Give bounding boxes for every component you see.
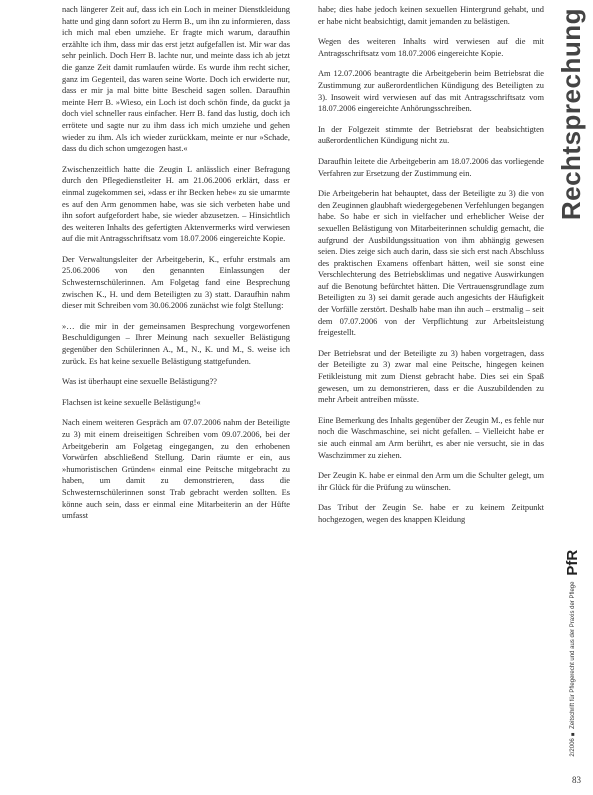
journal-logo: PfR <box>564 550 581 577</box>
paragraph: Eine Bemerkung des Inhalts gegenüber der Zeugin M., es fehle nur noch die Waschmaschine, sei nicht gefallen. – Vielleicht habe er sie auch einmal am Arm berührt, es aber nie versucht, sie in das Waschzimmer zu ziehen. <box>318 415 544 460</box>
quote-paragraph: Flachsen ist keine sexuelle Belästigung!« <box>62 397 201 407</box>
journal-info: 2/2006 ■ Zeitschrift für Pflegerecht und aus der Praxis der Pflege <box>570 581 576 757</box>
paragraph: Das Tribut der Zeugin Se. habe er zu keinem Zeitpunkt hochgezogen, wegen des knappen Kleidung <box>318 503 544 524</box>
right-text-column <box>318 4 544 535</box>
paragraph: habe; dies habe jedoch keinen sexuellen Hintergrund gehabt, und er habe nicht beabsichtigt, damit jemanden zu belästigen. <box>318 5 544 26</box>
paragraph: Nach einem weiteren Gespräch am 07.07.2006 nahm der Beteiligte zu 3) mit einem dreiseitigen Schreiben vom 09.07.2006, bei der Arbeitgeberin am Folgetag eingegangen, zu den erhobenen Vorwürfen abschließend Stellung. Darin räumte er ein, aus »humoristischen Gründen« einmal eine Peitsche mitgebracht zu haben, um damit zu demonstrieren, dass die Schwesternschülerinnen sonst Trab gebracht werden sollten. Es könne auch sein, dass er einmal eine Mitarbeiterin an der Hüfte umfasst <box>62 418 290 521</box>
paragraph: Am 12.07.2006 beantragte die Arbeitgeberin beim Betriebsrat die Zustimmung zur außerordentlichen Kündigung des Beteiligten zu 3). Insoweit wird verwiesen auf das mit Antragsschriftsatz vom 18.07.2006 eingereichte Anhörungsschreiben. <box>318 69 544 114</box>
section-title-vertical: Rechtsprechung <box>556 8 586 221</box>
paragraph: Der Betriebsrat und der Beteiligte zu 3) haben vorgetragen, dass der Beteiligte zu 3) zwar mal eine Peitsche, hingegen keinen Fetikleistung mit zum Dienst gebracht habe. Dies sei ein Spaß gewesen, um zu demonstrieren, dass er die Auszubildenden zu mehr Arbeit antreiben müsste. <box>318 348 544 405</box>
page-number: 83 <box>572 775 581 785</box>
quote-paragraph: »… die mir in der gemeinsamen Besprechung vorgeworfenen Beschuldigungen – Ihrer Meinung nach sexueller Belästigung gegenüber den Schülerinnen A., M., N., K. und M., S. weise ich zurück. Es hat keine sexuelle Belästigung stattgefunden. <box>62 321 290 366</box>
paragraph: Die Arbeitgeberin hat behauptet, dass der Beteiligte zu 3) die von den Zeuginnen glaubhaft wiedergegebenen Verfehlungen begangen habe. So habe er sich in vielfacher und erheblicher Weise der sexuellen Belästigung von Mitarbeiterinnen schuldig gemacht, die aufgrund der Ausbildungssituation von ihm abhängig gewesen seien. Dies zeige sich auch darin, dass sie sich erst nach Abschluss des praktischen Examens offenbart hätten, weil sie sonst eine Verschlechterung des Betriebsklimas und negative Auswirkungen auf die Benotung befürchtet hätten. Die Vertrauensgrundlage zum Beteiligten zu 3) sei damit gerade auch angesichts der Häufigkeit der Vorfälle zerstört. Deshalb habe man ihn auch – erstmalig – seit dem 07.07.2006 von der Verpflichtung zur Arbeitsleistung freigestellt. <box>318 189 544 338</box>
paragraph: Der Zeugin K. habe er einmal den Arm um die Schulter gelegt, um ihr Glück für die Prüfung zu wünschen. <box>318 471 544 492</box>
paragraph: Daraufhin leitete die Arbeitgeberin am 18.07.2006 das vorliegende Verfahren zur Ersetzung der Zustimmung ein. <box>318 156 544 178</box>
paragraph: nach längerer Zeit auf, dass ich ein Loch in meiner Dienstkleidung hatte und ging dann sofort zu Herrn B., um ihn zu informieren, dass ich mich mal eben umziehe. Er fragte mich warum, daraufhin erzählte ich ihm, dass mir das erst jetzt aufgefallen ist. Mir war das sehr peinlich. Doch Herr B. lachte nur, und meinte dass ich ab jetzt die ganze Zeit damit rumlaufen würde. Es wurde ihm recht sicher, ganz im Gegenteil, das waren seine Worte. Doch ich erwiderte nur, dass er mir ja mal bitte bitte Bescheid sagen sollen. Daraufhin meinte Herr B. »Wieso, ein Loch ist doch schön finde, da guckt ja doch viel schneller raus einfacher. Herr B. fand das lustig, doch ich errötete und sagte nur zu ihm dass ich mich umziehe und gehen wieder zu ihm. Als ich wieder zurückkam, meinte er nur »Schade, dass du dich schon umgezogen hast.« <box>62 5 290 154</box>
left-text-column <box>62 4 290 531</box>
paragraph: Wegen des weiteren Inhalts wird verwiesen auf die mit Antragsschriftsatz vom 18.07.2006 eingereichte Kopie. <box>318 37 544 58</box>
paragraph: In der Folgezeit stimmte der Betriebsrat der beabsichtigten außerordentlichen Kündigung nicht zu. <box>318 124 544 146</box>
quote-paragraph: Was ist überhaupt eine sexuelle Belästigung?? <box>62 377 217 387</box>
journal-footer-vertical <box>564 550 581 757</box>
paragraph: Der Verwaltungsleiter der Arbeitgeberin, K., erfuhr erstmals am 25.06.2006 von den genannten Einlassungen der Schwesternschülerinnen. Am Folgetag fand eine Besprechung zwischen K., H. und dem Beteiligten zu 3) statt. Daraufhin nahm dieser mit Schreiben vom 30.06.2006 zunächst wie folgt Stellung: <box>62 254 290 311</box>
paragraph: Zwischenzeitlich hatte die Zeugin L anlässlich einer Befragung durch den Pflegedienstleiter H. am 21.06.2006 erklärt, dass er einmal zugekommen sei, »dass er ihr Becken hebe« zu sie umarmte es auf den Arm genommen habe, was sie sich verbeten habe und ihn sofort aufgefordert habe, sie wieder abzusetzen. – Hinsichtlich des weiteren Inhalts des gefertigten Aktenvermerks wird verwiesen auf die mit Antragsschriftsatz vom 18.07.2006 eingereichte Kopie. <box>62 164 290 244</box>
